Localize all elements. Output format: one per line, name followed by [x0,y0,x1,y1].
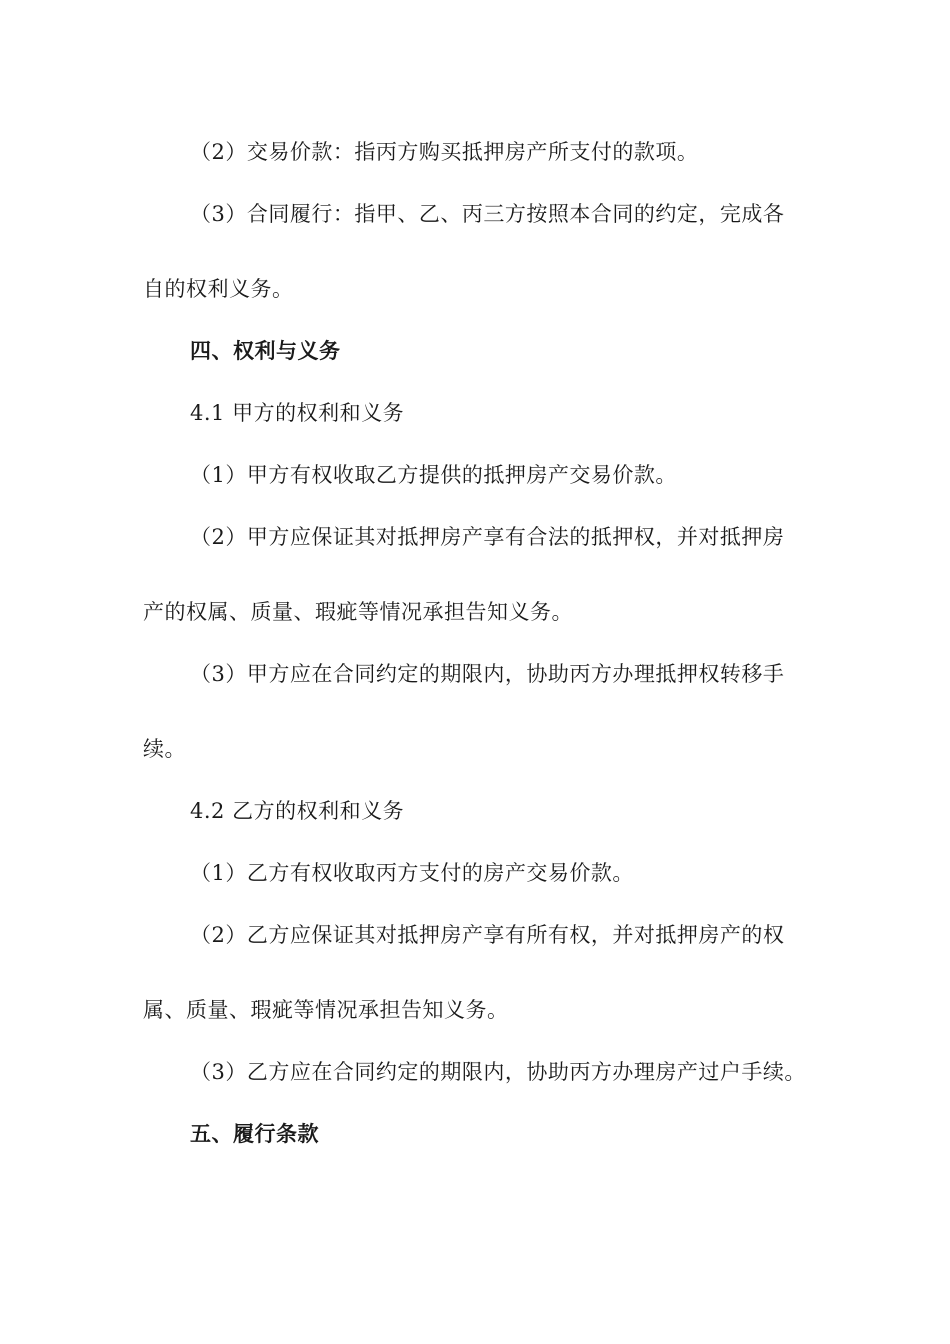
paragraph-line: （1）乙方有权收取丙方支付的房产交易价款。 [190,861,634,885]
paragraph-line: 续。 [143,737,186,761]
paragraph-line: （2）乙方应保证其对抵押房产享有所有权，并对抵押房产的权 [190,923,785,947]
section-heading: 五、履行条款 [190,1121,319,1146]
paragraph-line: （2）甲方应保证其对抵押房产享有合法的抵押权，并对抵押房 [190,525,785,549]
paragraph-line: （3）甲方应在合同约定的期限内，协助丙方办理抵押权转移手 [190,662,785,686]
paragraph-line: （2）交易价款：指丙方购买抵押房产所支付的款项。 [190,140,699,164]
subsection-heading: 4.1 甲方的权利和义务 [190,401,405,425]
paragraph-line: （1）甲方有权收取乙方提供的抵押房产交易价款。 [190,463,677,487]
paragraph-line: （3）乙方应在合同约定的期限内，协助丙方办理房产过户手续。 [190,1060,806,1084]
section-heading: 四、权利与义务 [190,338,341,363]
paragraph-line: （3）合同履行：指甲、乙、丙三方按照本合同的约定，完成各 [190,202,785,226]
subsection-heading: 4.2 乙方的权利和义务 [190,799,405,823]
paragraph-line: 属、质量、瑕疵等情况承担告知义务。 [143,998,509,1022]
paragraph-line: 自的权利义务。 [143,277,294,301]
paragraph-line: 产的权属、质量、瑕疵等情况承担告知义务。 [143,600,573,624]
